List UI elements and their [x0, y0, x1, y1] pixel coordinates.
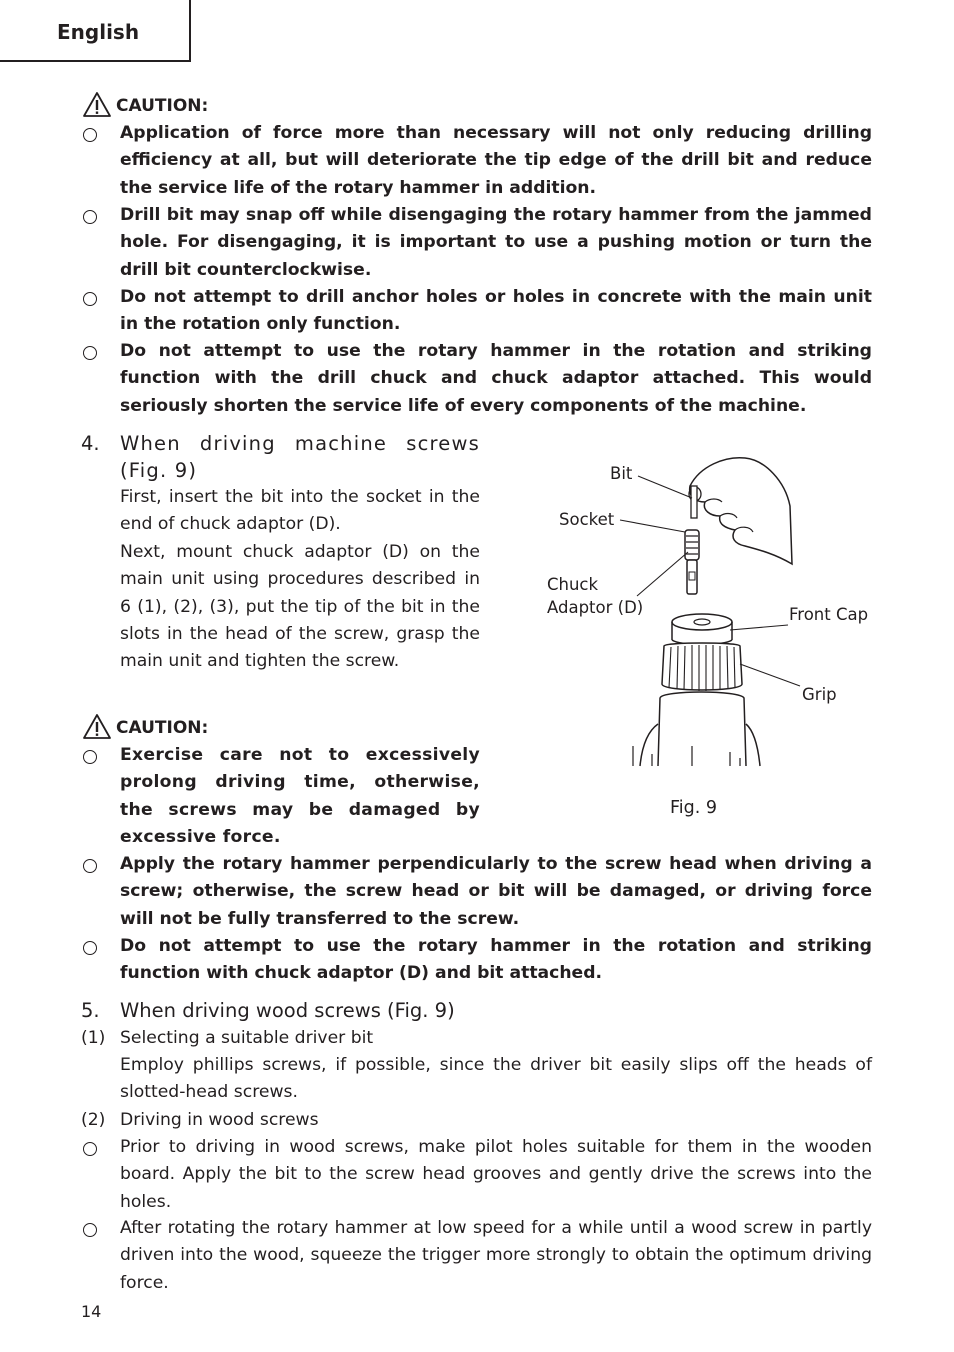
figure-caption: Fig. 9 [670, 798, 718, 818]
caution-item: Do not attempt to use the rotary hammer in the rotation and striking function with the drill chuck and chuck adaptor attached. This would seriously shorten the service life of every components of the machine. [120, 341, 872, 416]
caution-item: Drill bit may snap off while disengaging the rotary hammer from the jammed hole. For disengaging, it is important to use a pushing motion or turn the drill bit counterclockwise. [120, 205, 872, 280]
caution-item: Exercise care not to excessively prolong driving time, otherwise, the screws may be damaged by excessive force. [120, 745, 480, 847]
instruction-item: After rotating the rotary hammer at low speed for a while until a wood screw in partly driven into the wood, squeeze the trigger more strongly to obtain the optimum driving force. [120, 1218, 872, 1293]
fig-label-chuck: Chuck [547, 575, 599, 594]
fig-label-adaptor: Adaptor (D) [547, 598, 644, 617]
bullet-icon [83, 1223, 97, 1237]
subsection-number: (2) [81, 1110, 106, 1130]
language-tab [0, 0, 191, 62]
fig-label-grip: Grip [802, 685, 837, 704]
subsection-text: Employ phillips screws, if possible, since the driver bit easily slips off the heads of slotted-head screws. [120, 1055, 872, 1103]
section-number: 5. [81, 999, 100, 1022]
fig-label-socket: Socket [559, 510, 615, 529]
bullet-icon [83, 750, 97, 764]
caution-item: Do not attempt to use the rotary hammer in the rotation and striking function with chuck adaptor (D) and bit attached. [120, 936, 872, 984]
section-4-paragraph: First, insert the bit into the socket in the end of chuck adaptor (D). [120, 487, 480, 535]
section-number: 4. [81, 432, 100, 455]
warning-icon [82, 713, 112, 740]
subsection-title: Driving in wood screws [120, 1110, 319, 1130]
subsection-number: (1) [81, 1028, 106, 1048]
bullet-icon [83, 346, 97, 360]
bullet-icon [83, 859, 97, 873]
language-label: English [57, 20, 140, 44]
section-title: When driving wood screws (Fig. 9) [120, 999, 455, 1022]
section-4-paragraph: Next, mount chuck adaptor (D) on the main unit using procedures described in 6 (1), (2), (3), put the tip of the bit in the slots in the head of the screw, grasp the main unit and tighten the screw. [120, 542, 480, 672]
bullet-icon [83, 210, 97, 224]
page-number: 14 [81, 1302, 102, 1321]
fig-label-front-cap: Front Cap [789, 605, 869, 624]
instruction-item: Prior to driving in wood screws, make pilot holes suitable for them in the wooden board. Apply the bit to the screw head grooves and gently drive the screws into the holes. [120, 1137, 872, 1212]
subsection-title: Selecting a suitable driver bit [120, 1028, 374, 1048]
warning-icon [82, 91, 112, 118]
caution-item: Application of force more than necessary will not only reducing drilling efficiency at all, but will deteriorate the tip edge of the drill bit and reduce the service life of the rotary hammer in addition. [120, 123, 872, 198]
fig-label-bit: Bit [610, 464, 633, 483]
bullet-icon [83, 128, 97, 142]
bullet-icon [83, 941, 97, 955]
bullet-icon [83, 1142, 97, 1156]
bullet-icon [83, 292, 97, 306]
caution-item: Do not attempt to drill anchor holes or holes in concrete with the main unit in the rotation only function. [120, 287, 872, 335]
section-title: When driving machine screws (Fig. 9) [120, 432, 480, 482]
caution-label: CAUTION: [116, 96, 209, 116]
caution-item: Apply the rotary hammer perpendicularly to the screw head when driving a screw; otherwise, the screw head or bit will be damaged, or driving force will not be fully transferred to the screw. [120, 854, 872, 929]
caution-label: CAUTION: [116, 718, 209, 738]
